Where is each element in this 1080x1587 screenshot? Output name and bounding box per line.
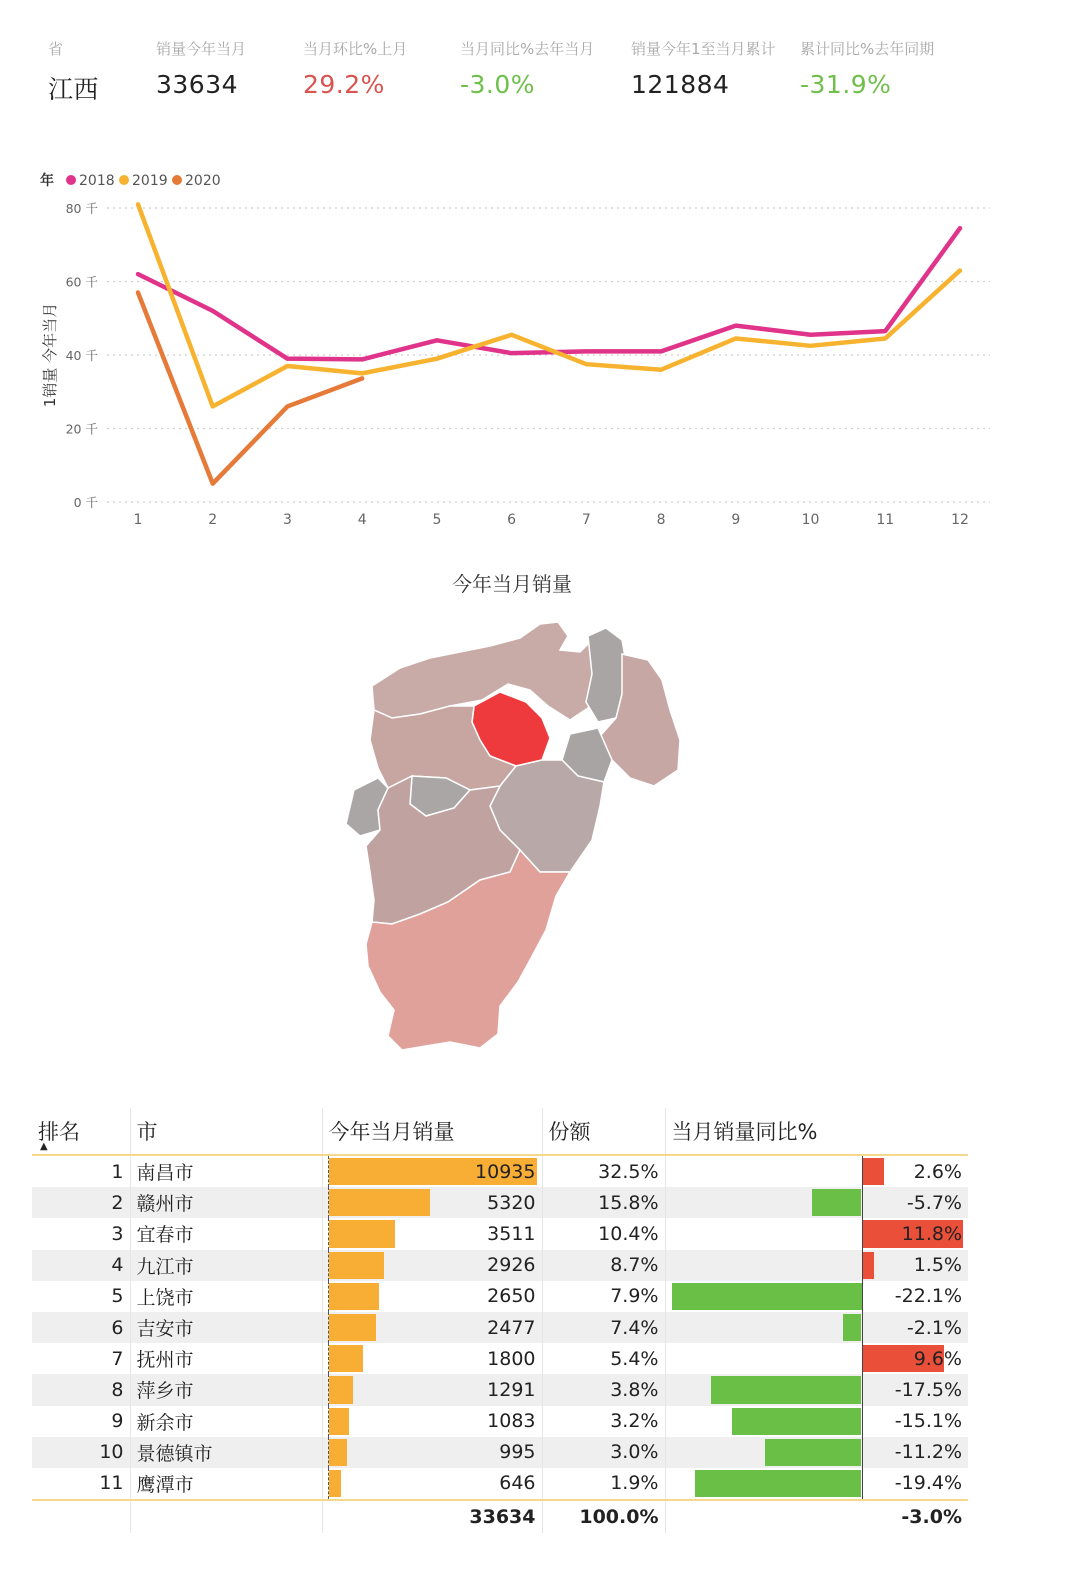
cell-sales [322,1155,542,1187]
cell-share: 15.8% [542,1187,665,1218]
cell-rank: 5 [32,1281,130,1312]
kpi-value-ytd-sales: 121884 [631,70,730,99]
x-tick-label: 5 [432,512,442,528]
cell-share: 3.0% [542,1437,665,1468]
y-axis-label: 1销量 今年当月 [41,302,59,408]
x-tick-label: 6 [507,512,517,528]
cell-rank: 11 [32,1468,130,1500]
x-tick-label: 11 [876,512,895,528]
cell-share: 8.7% [542,1250,665,1281]
legend-marker-2020[interactable] [172,175,182,185]
sales-value: 10935 [475,1160,536,1183]
header-share-label: 份额 [548,1120,591,1144]
yoy-value: -17.5% [894,1378,962,1401]
y-tick-label: 80 千 [65,201,98,216]
header-yoy-label: 当月销量同比% [671,1120,818,1144]
cell-sales [322,1406,542,1437]
cell-yoy [665,1312,968,1343]
sales-value: 646 [499,1472,536,1495]
total-sales: 33634 [322,1500,542,1533]
sales-value: 2477 [487,1316,536,1339]
kpi-label-yoy: 当月同比%去年当月 [460,40,595,58]
kpi-label-month-sales: 销量今年当月 [156,40,247,58]
x-tick-label: 3 [282,512,292,528]
legend-marker-2018[interactable] [66,175,76,185]
total-share: 100.0% [542,1500,665,1533]
yoy-value: 2.6% [913,1160,962,1183]
cell-yoy [665,1406,968,1437]
cell-share: 3.2% [542,1406,665,1437]
kpi-value-yoy: -3.0% [460,70,536,99]
cell-yoy [665,1218,968,1249]
sort-ascending-icon[interactable]: ▲ [40,1141,48,1152]
cell-yoy [665,1437,968,1468]
kpi-label-ytd-sales: 销量今年1至当月累计 [631,40,776,58]
cell-city: 吉安市 [130,1312,322,1343]
cell-share: 7.4% [542,1312,665,1343]
cell-city: 鹰潭市 [130,1468,322,1500]
table-row[interactable] [32,1468,968,1500]
cell-city: 萍乡市 [130,1374,322,1405]
table-row[interactable] [32,1218,968,1249]
sales-value: 1800 [487,1347,536,1370]
cell-rank: 8 [32,1374,130,1405]
sales-value: 5320 [487,1191,536,1214]
header-city-label: 市 [136,1120,158,1144]
table-row[interactable] [32,1374,968,1405]
header-sales[interactable] [322,1108,542,1155]
kpi-value-mom: 29.2% [303,70,385,99]
jiangxi-sales-map[interactable] [330,610,690,1060]
table-row[interactable] [32,1281,968,1312]
x-tick-label: 12 [951,512,969,528]
x-tick-label: 2 [208,512,218,528]
legend-title: 年 [40,173,54,189]
city-sales-table [32,1108,968,1533]
cell-city: 景德镇市 [130,1437,322,1468]
cell-city: 赣州市 [130,1187,322,1218]
table-total-row [32,1500,968,1533]
y-tick-label: 0 千 [73,495,98,510]
table-row[interactable] [32,1155,968,1187]
sales-value: 995 [499,1441,536,1464]
cell-sales [322,1250,542,1281]
x-tick-label: 4 [357,512,367,528]
cell-sales [322,1281,542,1312]
legend-label-2018[interactable]: 2018 [79,173,115,189]
cell-yoy [665,1468,968,1500]
yoy-value: -5.7% [906,1191,962,1214]
x-tick-label: 1 [133,512,143,528]
cell-yoy [665,1281,968,1312]
yoy-value: -22.1% [894,1285,962,1308]
cell-rank: 2 [32,1187,130,1218]
header-rank[interactable] [32,1108,130,1155]
cell-sales [322,1437,542,1468]
cell-yoy [665,1155,968,1187]
kpi-label-ytd-yoy: 累计同比%去年同期 [800,40,935,58]
table-row[interactable] [32,1187,968,1218]
header-yoy[interactable] [665,1108,968,1155]
x-tick-label: 7 [581,512,591,528]
yoy-value: 9.6% [913,1347,962,1370]
cell-share: 7.9% [542,1281,665,1312]
series-line-2019[interactable] [138,204,960,406]
cell-rank: 6 [32,1312,130,1343]
series-line-2018[interactable] [138,228,960,359]
cell-city: 上饶市 [130,1281,322,1312]
sales-value: 2650 [487,1285,536,1308]
cell-share: 1.9% [542,1468,665,1500]
x-tick-label: 10 [801,512,820,528]
cell-city: 南昌市 [130,1155,322,1187]
cell-yoy [665,1374,968,1405]
cell-city: 九江市 [130,1250,322,1281]
header-sales-label: 今年当月销量 [328,1120,455,1144]
cell-city: 抚州市 [130,1343,322,1374]
legend-label-2020[interactable]: 2020 [185,173,221,189]
y-tick-label: 20 千 [65,421,98,437]
kpi-value-month-sales: 33634 [156,70,239,99]
legend-label-2019[interactable]: 2019 [132,173,168,189]
cell-rank: 4 [32,1250,130,1281]
x-tick-label: 9 [731,512,741,528]
sales-value: 3511 [487,1222,536,1245]
kpi-value-ytd-yoy: -31.9% [800,70,892,99]
cell-rank: 10 [32,1437,130,1468]
cell-city: 新余市 [130,1406,322,1437]
kpi-label-province: 省 [48,40,64,58]
header-city[interactable] [130,1108,322,1155]
sales-value: 1291 [487,1378,536,1401]
cell-rank: 9 [32,1406,130,1437]
table-row[interactable] [32,1343,968,1374]
kpi-value-province: 江西 [48,75,100,104]
cell-sales [322,1187,542,1218]
cell-share: 3.8% [542,1374,665,1405]
cell-yoy [665,1187,968,1218]
header-share[interactable] [542,1108,665,1155]
sales-value: 2926 [487,1254,536,1277]
cell-sales [322,1468,542,1500]
cell-rank: 1 [32,1155,130,1187]
table-row[interactable] [32,1437,968,1468]
cell-share: 32.5% [542,1155,665,1187]
cell-city: 宜春市 [130,1218,322,1249]
cell-sales [322,1218,542,1249]
yoy-value: 1.5% [913,1254,962,1277]
yoy-value: -2.1% [906,1316,962,1339]
cell-sales [322,1312,542,1343]
cell-share: 10.4% [542,1218,665,1249]
y-tick-label: 40 千 [65,348,98,363]
table-row[interactable] [32,1250,968,1281]
yoy-value: 11.8% [901,1222,962,1245]
cell-rank: 3 [32,1218,130,1249]
cell-rank: 7 [32,1343,130,1374]
header-rank-label: 排名 [38,1120,80,1144]
cell-sales [322,1343,542,1374]
cell-yoy [665,1343,968,1374]
total-yoy: -3.0% [665,1500,968,1533]
table-row[interactable] [32,1312,968,1343]
x-tick-label: 8 [656,512,666,528]
yoy-value: -19.4% [894,1472,962,1495]
cell-share: 5.4% [542,1343,665,1374]
legend-marker-2019[interactable] [119,175,129,185]
yoy-value: -15.1% [894,1410,962,1433]
kpi-label-mom: 当月环比%上月 [303,40,408,58]
y-tick-label: 60 千 [65,274,98,290]
map-title: 今年当月销量 [452,572,572,596]
sales-value: 1083 [487,1410,536,1433]
monthly-sales-line-chart [0,160,1040,540]
yoy-value: -11.2% [894,1441,962,1464]
cell-yoy [665,1250,968,1281]
table-row[interactable] [32,1406,968,1437]
cell-sales [322,1374,542,1405]
